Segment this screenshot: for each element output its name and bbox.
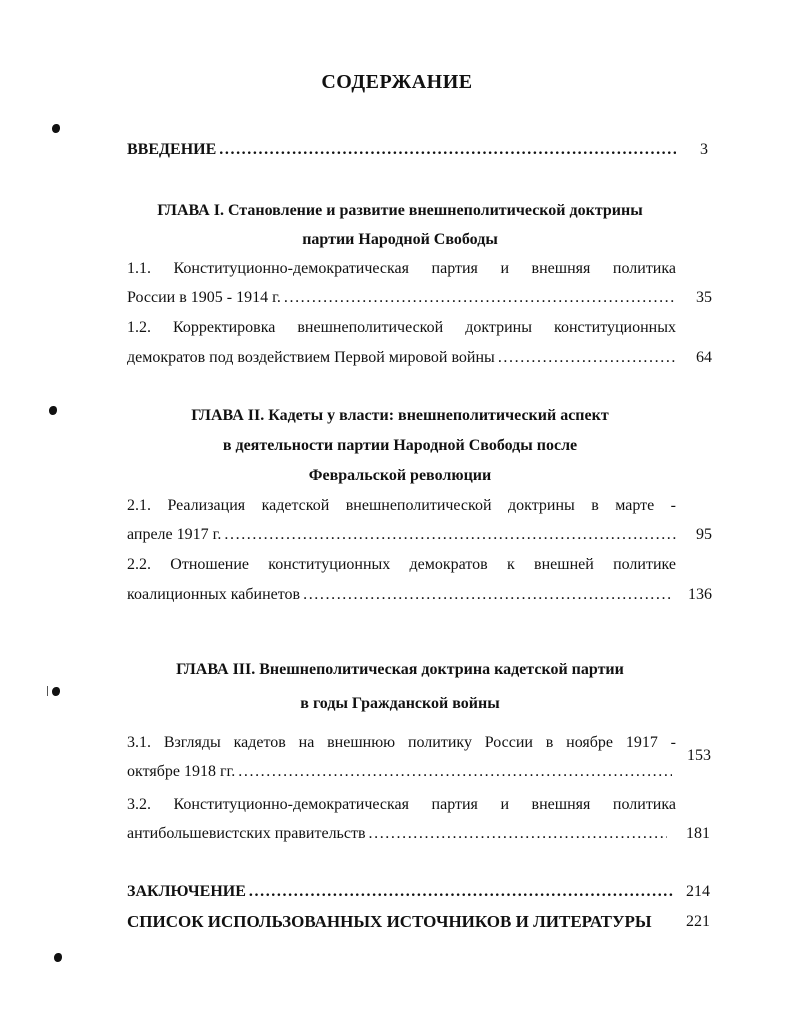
- chapter2-heading-line2: в деятельности партии Народной Свободы после: [222, 437, 578, 454]
- page-title: СОДЕРЖАНИЕ: [321, 71, 473, 93]
- toc-3-1-line1: 3.1. Взгляды кадетов на внешнюю политику России в ноябре 1917 -: [127, 734, 676, 751]
- scan-tick: [47, 686, 48, 696]
- scan-mark: [49, 406, 57, 415]
- toc-1-2-page: 64: [696, 349, 712, 366]
- chapter1-heading-line2: партии Народной Свободы: [302, 231, 498, 248]
- chapter3-heading-line2: в годы Гражданской войны: [300, 695, 500, 712]
- scan-mark: [52, 687, 60, 696]
- toc-1-1-text: России в 1905 - 1914 г.: [127, 289, 281, 306]
- toc-2-1-text: апреле 1917 г.: [127, 526, 222, 543]
- toc-conclusion-page: 214: [686, 883, 710, 900]
- toc-1-1-page: 35: [696, 289, 712, 306]
- chapter3-heading-line1: ГЛАВА III. Внешнеполитическая доктрина кадетской партии: [176, 661, 624, 678]
- toc-2-2-page: 136: [688, 586, 712, 603]
- toc-1-1-line1: 1.1. Конституционно-демократическая партия и внешняя политика: [127, 260, 676, 277]
- toc-3-1-line2: [127, 762, 672, 782]
- chapter2-heading-line1: ГЛАВА II. Кадеты у власти: внешнеполитический аспект: [191, 407, 609, 424]
- chapter2-heading-line3: Февральской революции: [308, 467, 492, 484]
- toc-1-2-line2: [127, 348, 676, 368]
- toc-3-2-line1: 3.2. Конституционно-демократическая партия и внешняя политика: [127, 796, 676, 813]
- toc-conclusion-label: ЗАКЛЮЧЕНИЕ: [127, 883, 246, 900]
- leader-dots: [303, 585, 673, 605]
- toc-2-2-line1: 2.2. Отношение конституционных демократов к внешней политике: [127, 556, 676, 573]
- toc-3-1-page: 153: [687, 747, 711, 764]
- scan-mark: [52, 124, 60, 133]
- scan-mark: [54, 953, 62, 962]
- toc-sources-page: 221: [686, 913, 710, 930]
- toc-2-2-line2: [127, 585, 673, 605]
- toc-sources-label: СПИСОК ИСПОЛЬЗОВАННЫХ ИСТОЧНИКОВ И ЛИТЕРАТУРЫ: [127, 912, 652, 931]
- toc-sources: [127, 912, 687, 932]
- chapter1-heading-line1: ГЛАВА I. Становление и развитие внешнеполитической доктрины: [157, 202, 643, 219]
- toc-3-2-page: 181: [686, 825, 710, 842]
- toc-2-1-line1: 2.1. Реализация кадетской внешнеполитической доктрины в марте -: [127, 497, 676, 514]
- toc-1-2-text: демократов под воздействием Первой мировой войны: [127, 349, 495, 366]
- toc-1-2-line1: 1.2. Корректировка внешнеполитической доктрины конституционных: [127, 319, 676, 336]
- toc-3-1-text: октябре 1918 гг.: [127, 763, 236, 780]
- leader-dots: [369, 824, 668, 844]
- leader-dots: [498, 348, 676, 368]
- leader-dots: [224, 525, 676, 545]
- leader-dots: [249, 882, 673, 902]
- leader-dots: [238, 762, 672, 782]
- toc-2-1-page: 95: [696, 526, 712, 543]
- toc-intro-label: ВВЕДЕНИЕ: [127, 141, 217, 158]
- toc-intro-page: 3: [700, 141, 708, 158]
- leader-dots: [284, 288, 676, 308]
- toc-2-2-text: коалиционных кабинетов: [127, 586, 301, 603]
- toc-2-1-line2: [127, 525, 676, 545]
- toc-intro: [127, 140, 676, 160]
- toc-3-2-text: антибольшевистских правительств: [127, 825, 366, 842]
- toc-1-1-line2: [127, 288, 676, 308]
- toc-conclusion: [127, 882, 673, 902]
- toc-3-2-line2: [127, 824, 667, 844]
- leader-dots: [219, 140, 676, 160]
